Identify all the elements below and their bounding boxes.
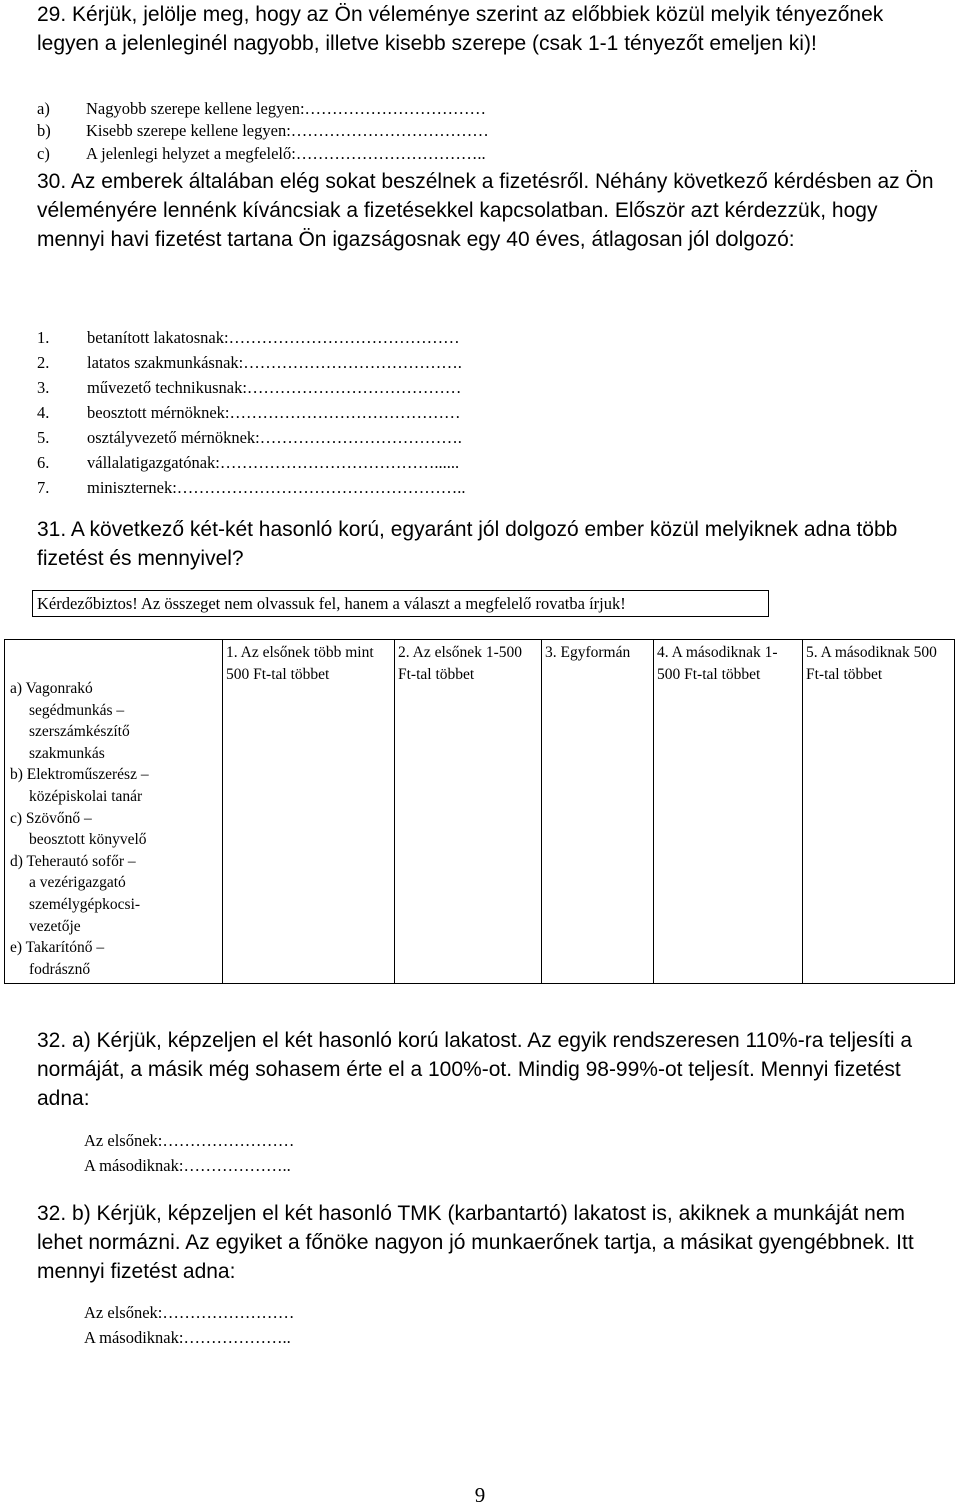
question-29-options: [37, 98, 489, 165]
pair-e: [10, 937, 218, 980]
question-32b-text: 32. b) Kérjük, képzeljen el két hasonló TMK (karbantartó) lakatost is, akiknek a munkáját nem lehet normázni. Az egyiket a főnöke nagyon jó munkaerőnek tartja, a másikat gyengébbnek. Itt mennyi fizetést adna:: [37, 1202, 914, 1283]
column-header-3[interactable]: 3. Egyformán: [542, 640, 654, 984]
list-item: [37, 450, 466, 475]
list-item: [37, 325, 466, 350]
question-29-text: 29. Kérjük, jelölje meg, hogy az Ön véleménye szerint az előbbiek közül melyik tényezőnek legyen a jelenleginél nagyobb, illetve kisebb szerepe (csak 1-1 tényezőt emeljen ki)!: [37, 3, 884, 55]
pair-label: d) Teherautó sofőr –: [10, 852, 136, 870]
option-label: b): [37, 121, 51, 141]
item-text: betanított lakatosnak:……………………………………: [87, 328, 460, 347]
item-text: vállalatigazgatónak:…………………………………......: [87, 453, 460, 472]
pair-continuation: a vezérigazgató: [29, 874, 126, 892]
column-header-2[interactable]: 2. Az elsőnek 1-500 Ft-tal többet: [395, 640, 542, 984]
option-text: Kisebb szerepe kellene legyen:………………………………: [86, 121, 489, 141]
pair-continuation: fodrásznő: [29, 960, 91, 978]
item-number: 3.: [37, 378, 50, 397]
column-header-5[interactable]: 5. A másodiknak 500 Ft-tal többet: [803, 640, 955, 984]
option-label: c): [37, 143, 50, 163]
option-text: A jelenlegi helyzet a megfelelő:……………………………..: [86, 143, 486, 163]
question-30-items: [37, 325, 466, 500]
pair-label: b) Elektroműszerész –: [10, 766, 149, 784]
pair-continuation: vezetője: [29, 917, 81, 935]
pair-continuation: szerszámkészítő: [29, 723, 130, 741]
option-c: [37, 143, 489, 165]
list-item: [37, 350, 466, 375]
pair-label: e) Takarítónő –: [10, 939, 105, 957]
column-header-1[interactable]: 1. Az elsőnek több mint 500 Ft-tal többet: [223, 640, 395, 984]
question-32a-answers: [84, 1128, 294, 1178]
pair-continuation: segédmunkás –: [29, 701, 125, 719]
pair-continuation: szakmunkás: [29, 744, 105, 762]
option-text: Nagyobb szerepe kellene legyen:……………………………: [86, 99, 487, 118]
question-31-text: 31. A következő két-két hasonló korú, egyaránt jól dolgozó ember közül melyiknek adna több fizetést és mennyivel?: [37, 518, 898, 570]
item-number: 7.: [37, 478, 50, 497]
item-number: 1.: [37, 328, 50, 347]
answer-second[interactable]: A másodiknak:………………..: [84, 1156, 291, 1175]
item-number: 2.: [37, 353, 50, 372]
item-text: művezető technikusnak:…………………………………: [87, 378, 462, 397]
list-item: [37, 475, 466, 500]
answer-second[interactable]: A másodiknak:………………..: [84, 1328, 291, 1347]
item-text: osztályvezető mérnöknek:……………………………….: [87, 428, 462, 447]
page-number: 9: [474, 1483, 486, 1507]
question-30-text: 30. Az emberek általában elég sokat beszélnek a fizetésről. Néhány következő kérdésben az Ön véleményére lennénk kíváncsiak a fizetésekkel kapcsolatban. Először azt kérdezzük, hogy mennyi havi fizetést tartana Ön igazságosnak egy 40 éves, átlagosan jól dolgozó:: [37, 170, 934, 251]
question-32b-answers: [84, 1300, 294, 1350]
question-32a-text: 32. a) Kérjük, képzeljen el két hasonló korú lakatost. Az egyik rendszeresen 110%-ra teljesíti a normáját, a másik még sohasem érte el a 100%-ot. Mindig 98-99%-ot teljesít. Mennyi fizetést adna:: [37, 1029, 913, 1110]
item-number: 4.: [37, 403, 50, 422]
option-a: [37, 98, 489, 120]
pair-d: [10, 851, 218, 937]
item-text: latatos szakmunkásnak:………………………………….: [87, 353, 462, 372]
list-item: [37, 400, 466, 425]
pair-continuation: személygépkocsi-: [29, 895, 141, 913]
item-number: 6.: [37, 453, 50, 472]
option-b: [37, 120, 489, 142]
pair-c: [10, 808, 218, 851]
option-label: a): [37, 99, 50, 118]
comparison-table: [4, 639, 955, 984]
answer-first[interactable]: Az elsőnek:……………………: [84, 1303, 295, 1322]
list-item: [37, 425, 466, 450]
item-text: beosztott mérnöknek:……………………………………: [87, 403, 461, 422]
list-item: [37, 375, 466, 400]
pair-b: [10, 764, 218, 807]
pair-continuation: középiskolai tanár: [29, 787, 143, 805]
pair-label: c) Szövőnő –: [10, 809, 92, 827]
pair-continuation: beosztott könyvelő: [29, 831, 147, 849]
item-number: 5.: [37, 428, 50, 447]
answer-first[interactable]: Az elsőnek:……………………: [84, 1131, 295, 1150]
column-header-4[interactable]: 4. A másodiknak 1-500 Ft-tal többet: [654, 640, 803, 984]
item-text: miniszternek:……………………………………………..: [87, 478, 466, 497]
interviewer-note: Kérdezőbiztos! Az összeget nem olvassuk fel, hanem a választ a megfelelő rovatba írjuk!: [32, 590, 769, 617]
pair-a: [10, 678, 218, 764]
row-labels-cell: [5, 640, 223, 984]
pair-label: a) Vagonrakó: [10, 680, 93, 697]
